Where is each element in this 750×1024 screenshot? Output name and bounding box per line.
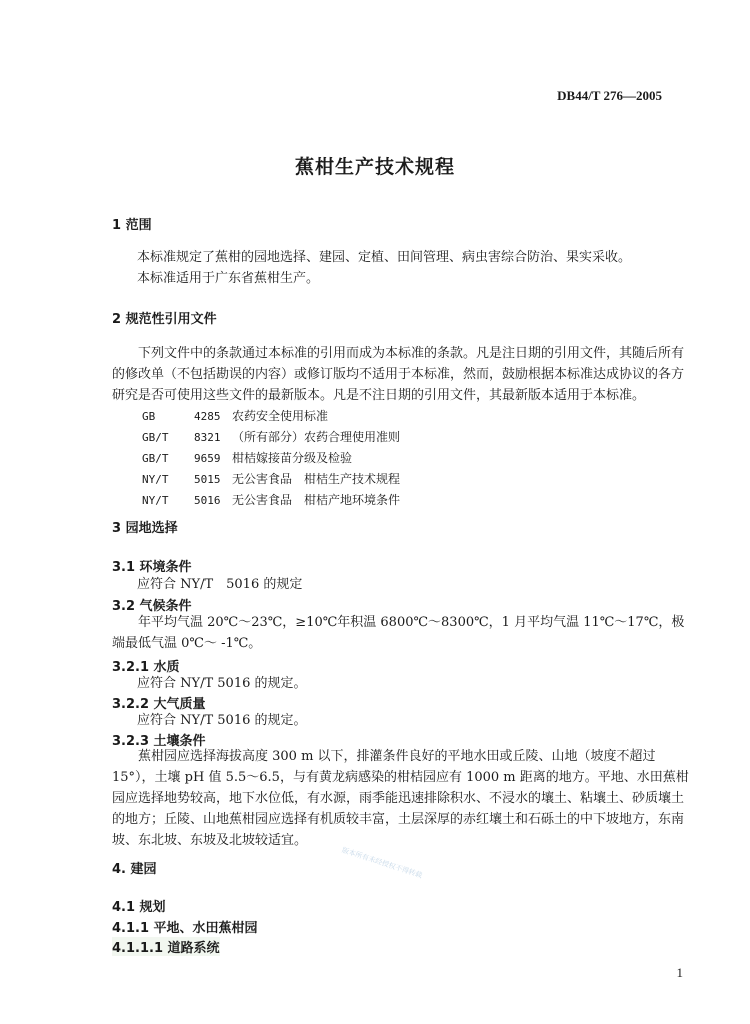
section-4-1-heading: 4.1 规划 [112,900,166,915]
section-3-2-text: 年平均气温 20℃～23℃，≥10℃年积温 6800℃～8300℃，1 月平均气温 11℃～17℃，极端最低气温 0℃～ -1℃。 [112,615,685,651]
section-2-para-1: 下列文件中的条款通过本标准的引用而成为本标准的条款。凡是注日期的引用文件，其随后所有的修改单（不包括勘误的内容）或修订版均不适用于本标准，然而，鼓励根据本标准达成协议的各方研究是否可使用这些文件的最新版本。凡是不注日期的引用文件，其最新版本适用于本标准。 [112,346,685,403]
section-4-heading: 4. 建园 [112,862,157,877]
doc-code: DB44/T 276—2005 [557,88,662,103]
reference-item: NY/T 5015 无公害食品 柑桔生产技术规程 [142,472,401,486]
section-4-1-1-1-heading: 4.1.1.1 道路系统 [112,937,220,956]
reference-item: GB/T 8321 （所有部分）农药合理使用准则 [142,430,401,444]
section-3-heading: 3 园地选择 [112,521,178,536]
reference-item: GB 4285 农药安全使用标准 [142,409,329,423]
section-3-1-heading: 3.1 环境条件 [112,560,192,575]
doc-title: 蕉柑生产技术规程 [294,156,455,178]
section-4-1-1-heading: 4.1.1 平地、水田蕉柑园 [112,921,258,936]
section-3-2-1-heading: 3.2.1 水质 [112,660,180,675]
section-1-para-2: 本标准适用于广东省蕉柑生产。 [137,271,320,286]
section-3-2-3-heading: 3.2.3 土壤条件 [112,734,206,749]
page-number: 1 [676,965,683,980]
section-1-para-1: 本标准规定了蕉柑的园地选择、建园、定植、田间管理、病虫害综合防治、果实采收。 [137,250,632,265]
section-2-heading: 2 规范性引用文件 [112,312,217,327]
section-3-1-text: 应符合 NY/T 5016 的规定 [137,577,303,592]
section-1-heading: 1 范围 [112,218,152,233]
section-3-2-2-heading: 3.2.2 大气质量 [112,697,206,712]
watermark: 版本所有未经授权不得转载 [340,846,424,880]
section-3-2-1-text: 应符合 NY/T 5016 的规定。 [137,676,307,691]
section-3-2-3-text: 蕉柑园应选择海拔高度 300 m 以下，排灌条件良好的平地水田或丘陵、山地（坡度不超过 15°），土壤 pH 值 5.5～6.5，与有黄龙病感染的柑桔园应有 1000 m 距离的地方。平地、水田蕉柑园应选择地势较高，地下水位低，有水源，雨季能迅速排除积水、不浸水的壤土、粘壤土、砂质壤土的地方；丘陵、山地蕉柑园应选择有机质较丰富，土层深厚的赤红壤土和石砾土的中下坡地方，东南坡、东北坡、东坡及北坡较适宜。 [112,749,689,848]
section-3-2-2-text: 应符合 NY/T 5016 的规定。 [137,713,307,728]
section-3-2-heading: 3.2 气候条件 [112,599,192,614]
reference-item: NY/T 5016 无公害食品 柑桔产地环境条件 [142,493,401,507]
reference-item: GB/T 9659 柑桔嫁接苗分级及检验 [142,451,353,465]
